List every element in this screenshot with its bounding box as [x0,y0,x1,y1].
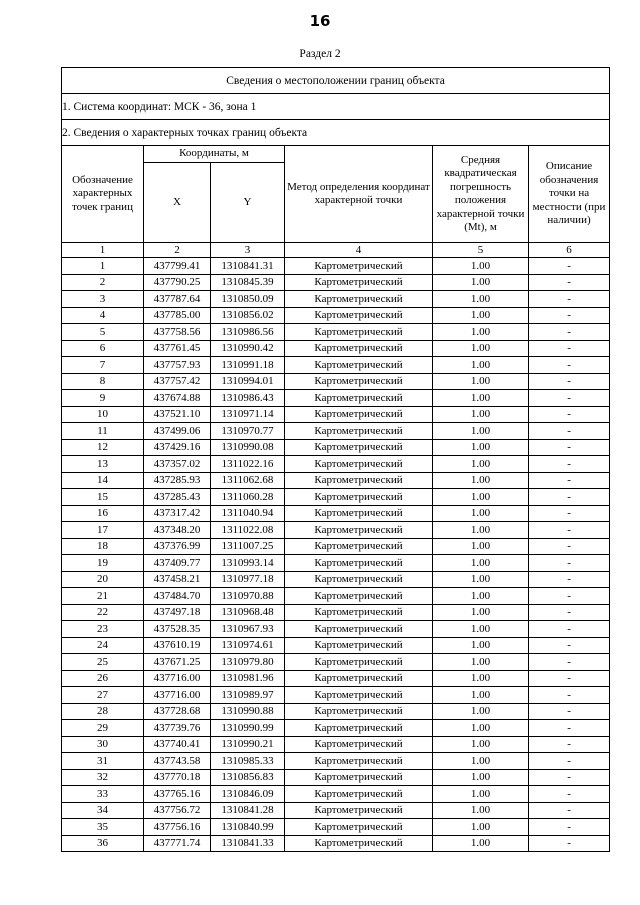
coord-y: 1311022.08 [211,522,285,539]
table-row [62,736,610,753]
column-number: 2 [144,243,211,258]
header-y: Y [211,163,285,243]
column-number: 5 [433,243,529,258]
error-mt: 1.00 [433,802,529,819]
coord-x: 437758.56 [144,324,211,341]
description: - [529,555,610,572]
method: Картометрический [285,802,433,819]
point-id: 21 [62,588,144,605]
coord-y: 1310993.14 [211,555,285,572]
coord-x: 437787.64 [144,291,211,308]
description: - [529,291,610,308]
description: - [529,340,610,357]
coord-y: 1310990.08 [211,439,285,456]
method: Картометрический [285,423,433,440]
column-number: 6 [529,243,610,258]
method: Картометрический [285,769,433,786]
header-coordinates: Координаты, м [144,146,285,163]
error-mt: 1.00 [433,555,529,572]
error-mt: 1.00 [433,291,529,308]
coord-x: 437739.76 [144,720,211,737]
point-id: 34 [62,802,144,819]
description: - [529,786,610,803]
table-row [62,456,610,473]
error-mt: 1.00 [433,687,529,704]
method: Картометрический [285,373,433,390]
coord-x: 437458.21 [144,571,211,588]
method: Картометрический [285,258,433,275]
coord-x: 437285.93 [144,472,211,489]
point-id: 26 [62,670,144,687]
point-id: 6 [62,340,144,357]
coord-x: 437610.19 [144,637,211,654]
description: - [529,819,610,836]
coord-x: 437429.16 [144,439,211,456]
point-id: 27 [62,687,144,704]
method: Картометрический [285,703,433,720]
table-row [62,819,610,836]
table-row [62,654,610,671]
point-id: 2 [62,274,144,291]
method: Картометрический [285,291,433,308]
method: Картометрический [285,357,433,374]
point-id: 8 [62,373,144,390]
error-mt: 1.00 [433,505,529,522]
coord-y: 1310841.31 [211,258,285,275]
method: Картометрический [285,324,433,341]
coord-x: 437757.42 [144,373,211,390]
coord-x: 437716.00 [144,687,211,704]
coord-y: 1310986.56 [211,324,285,341]
description: - [529,423,610,440]
table-row [62,522,610,539]
error-mt: 1.00 [433,786,529,803]
coord-y: 1310845.39 [211,274,285,291]
error-mt: 1.00 [433,703,529,720]
description: - [529,670,610,687]
description: - [529,439,610,456]
error-mt: 1.00 [433,538,529,555]
point-id: 5 [62,324,144,341]
method: Картометрический [285,390,433,407]
coord-y: 1310850.09 [211,291,285,308]
table-row [62,588,610,605]
coord-y: 1310970.88 [211,588,285,605]
table-row [62,307,610,324]
coord-y: 1310970.77 [211,423,285,440]
column-number: 3 [211,243,285,258]
point-id: 14 [62,472,144,489]
description: - [529,373,610,390]
error-mt: 1.00 [433,621,529,638]
error-mt: 1.00 [433,835,529,852]
method: Картометрический [285,538,433,555]
table-row [62,439,610,456]
header-designation: Обозначение характерных точек границ [62,146,144,243]
description: - [529,835,610,852]
method: Картометрический [285,654,433,671]
table-row [62,753,610,770]
description: - [529,324,610,341]
method: Картометрический [285,522,433,539]
error-mt: 1.00 [433,489,529,506]
error-mt: 1.00 [433,373,529,390]
coord-x: 437756.16 [144,819,211,836]
error-mt: 1.00 [433,819,529,836]
coord-x: 437674.88 [144,390,211,407]
point-id: 10 [62,406,144,423]
coord-y: 1310841.28 [211,802,285,819]
table-row [62,324,610,341]
coord-y: 1311060.28 [211,489,285,506]
method: Картометрический [285,571,433,588]
table-row [62,802,610,819]
table-title-row [62,68,610,94]
table-row [62,274,610,291]
coord-y: 1311022.16 [211,456,285,473]
table-row [62,621,610,638]
table-row [62,258,610,275]
coord-y: 1310856.02 [211,307,285,324]
point-id: 11 [62,423,144,440]
point-id: 19 [62,555,144,572]
table-row [62,406,610,423]
method: Картометрический [285,687,433,704]
error-mt: 1.00 [433,654,529,671]
method: Картометрический [285,472,433,489]
column-number: 1 [62,243,144,258]
error-mt: 1.00 [433,571,529,588]
coord-y: 1310990.42 [211,340,285,357]
error-mt: 1.00 [433,522,529,539]
error-mt: 1.00 [433,258,529,275]
description: - [529,357,610,374]
coord-x: 437357.02 [144,456,211,473]
table-row [62,769,610,786]
method: Картометрический [285,456,433,473]
coord-y: 1310979.80 [211,654,285,671]
coord-x: 437785.00 [144,307,211,324]
coord-y: 1311062.68 [211,472,285,489]
coord-y: 1310968.48 [211,604,285,621]
method: Картометрический [285,621,433,638]
method: Картометрический [285,505,433,522]
coord-x: 437770.18 [144,769,211,786]
coord-x: 437728.68 [144,703,211,720]
table-row [62,687,610,704]
table-row [62,720,610,737]
coord-x: 437484.70 [144,588,211,605]
error-mt: 1.00 [433,670,529,687]
method: Картометрический [285,786,433,803]
description: - [529,588,610,605]
description: - [529,258,610,275]
point-id: 35 [62,819,144,836]
description: - [529,472,610,489]
page-number: 16 [309,12,331,30]
point-id: 9 [62,390,144,407]
table-row [62,835,610,852]
method: Картометрический [285,753,433,770]
point-id: 20 [62,571,144,588]
description: - [529,621,610,638]
coord-x: 437761.45 [144,340,211,357]
coord-y: 1310967.93 [211,621,285,638]
error-mt: 1.00 [433,588,529,605]
description: - [529,769,610,786]
table-row [62,571,610,588]
header-row-top [62,146,610,163]
point-id: 12 [62,439,144,456]
table-row [62,670,610,687]
coord-x: 437317.42 [144,505,211,522]
section-label: Раздел 2 [299,48,341,60]
error-mt: 1.00 [433,274,529,291]
point-id: 17 [62,522,144,539]
method: Картометрический [285,819,433,836]
method: Картометрический [285,489,433,506]
method: Картометрический [285,670,433,687]
description: - [529,654,610,671]
coord-x: 437771.74 [144,835,211,852]
coord-y: 1310971.14 [211,406,285,423]
coord-x: 437743.58 [144,753,211,770]
point-id: 31 [62,753,144,770]
coord-y: 1310991.18 [211,357,285,374]
coord-y: 1311007.25 [211,538,285,555]
table-row [62,373,610,390]
coord-y: 1310981.96 [211,670,285,687]
error-mt: 1.00 [433,307,529,324]
error-mt: 1.00 [433,340,529,357]
table-row [62,538,610,555]
coord-x: 437671.25 [144,654,211,671]
coord-y: 1310856.83 [211,769,285,786]
description: - [529,489,610,506]
table-row [62,489,610,506]
description: - [529,637,610,654]
point-id: 30 [62,736,144,753]
coord-x: 437740.41 [144,736,211,753]
table-row [62,423,610,440]
coord-x: 437409.77 [144,555,211,572]
method: Картометрический [285,307,433,324]
description: - [529,538,610,555]
coord-x: 437285.43 [144,489,211,506]
point-id: 15 [62,489,144,506]
coord-x: 437765.16 [144,786,211,803]
point-id: 18 [62,538,144,555]
description: - [529,802,610,819]
error-mt: 1.00 [433,769,529,786]
description: - [529,571,610,588]
error-mt: 1.00 [433,324,529,341]
coord-y: 1310990.88 [211,703,285,720]
point-id: 36 [62,835,144,852]
column-numbers-row [62,243,610,258]
coord-x: 437756.72 [144,802,211,819]
table-row [62,340,610,357]
boundary-table [61,67,610,852]
description: - [529,505,610,522]
point-id: 28 [62,703,144,720]
method: Картометрический [285,835,433,852]
description: - [529,522,610,539]
coord-y: 1310840.99 [211,819,285,836]
method: Картометрический [285,555,433,572]
description: - [529,390,610,407]
point-id: 33 [62,786,144,803]
error-mt: 1.00 [433,753,529,770]
error-mt: 1.00 [433,604,529,621]
coord-y: 1310985.33 [211,753,285,770]
coord-x: 437528.35 [144,621,211,638]
coord-x: 437790.25 [144,274,211,291]
column-number: 4 [285,243,433,258]
coord-y: 1310990.21 [211,736,285,753]
table-row [62,390,610,407]
table-row [62,637,610,654]
coord-y: 1310841.33 [211,835,285,852]
coord-y: 1311040.94 [211,505,285,522]
points-heading: 2. Сведения о характерных точках границ объекта [62,120,610,146]
error-mt: 1.00 [433,456,529,473]
coord-x: 437499.06 [144,423,211,440]
coord-y: 1310986.43 [211,390,285,407]
table-row [62,357,610,374]
table-row [62,786,610,803]
method: Картометрический [285,637,433,654]
error-mt: 1.00 [433,406,529,423]
table-header-section [62,68,610,258]
description: - [529,274,610,291]
method: Картометрический [285,274,433,291]
description: - [529,720,610,737]
description: - [529,307,610,324]
point-id: 32 [62,769,144,786]
table-row [62,472,610,489]
coord-x: 437799.41 [144,258,211,275]
point-id: 7 [62,357,144,374]
method: Картометрический [285,406,433,423]
point-id: 13 [62,456,144,473]
error-mt: 1.00 [433,637,529,654]
header-description: Описание обозначения точки на местности (при наличии) [529,146,610,243]
error-mt: 1.00 [433,472,529,489]
points-heading-row [62,120,610,146]
description: - [529,406,610,423]
coord-y: 1310994.01 [211,373,285,390]
header-method: Метод определения координат характерной точки [285,146,433,243]
point-id: 4 [62,307,144,324]
method: Картометрический [285,720,433,737]
description: - [529,736,610,753]
coord-x: 437716.00 [144,670,211,687]
point-id: 25 [62,654,144,671]
coord-x: 437757.93 [144,357,211,374]
error-mt: 1.00 [433,439,529,456]
coord-x: 437521.10 [144,406,211,423]
coord-y: 1310974.61 [211,637,285,654]
coord-y: 1310846.09 [211,786,285,803]
point-id: 3 [62,291,144,308]
method: Картометрический [285,736,433,753]
coordinate-system: 1. Система координат: МСК - 36, зона 1 [62,94,610,120]
header-error: Средняя квадратическая погрешность положения характерной точки (Mt), м [433,146,529,243]
description: - [529,687,610,704]
point-id: 23 [62,621,144,638]
method: Картометрический [285,439,433,456]
point-id: 22 [62,604,144,621]
error-mt: 1.00 [433,423,529,440]
point-id: 24 [62,637,144,654]
coord-y: 1310990.99 [211,720,285,737]
table-row [62,555,610,572]
point-id: 29 [62,720,144,737]
coord-x: 437497.18 [144,604,211,621]
header-x: X [144,163,211,243]
coord-x: 437376.99 [144,538,211,555]
error-mt: 1.00 [433,720,529,737]
table-row [62,291,610,308]
error-mt: 1.00 [433,390,529,407]
point-id: 1 [62,258,144,275]
method: Картометрический [285,340,433,357]
description: - [529,703,610,720]
error-mt: 1.00 [433,357,529,374]
coord-y: 1310977.18 [211,571,285,588]
table-row [62,505,610,522]
coord-x: 437348.20 [144,522,211,539]
table-row [62,703,610,720]
method: Картометрический [285,604,433,621]
description: - [529,456,610,473]
error-mt: 1.00 [433,736,529,753]
point-id: 16 [62,505,144,522]
coord-y: 1310989.97 [211,687,285,704]
table-body [62,258,610,852]
method: Картометрический [285,588,433,605]
table-row [62,604,610,621]
table-title: Сведения о местоположении границ объекта [62,68,610,94]
description: - [529,604,610,621]
coordinate-system-row [62,94,610,120]
description: - [529,753,610,770]
